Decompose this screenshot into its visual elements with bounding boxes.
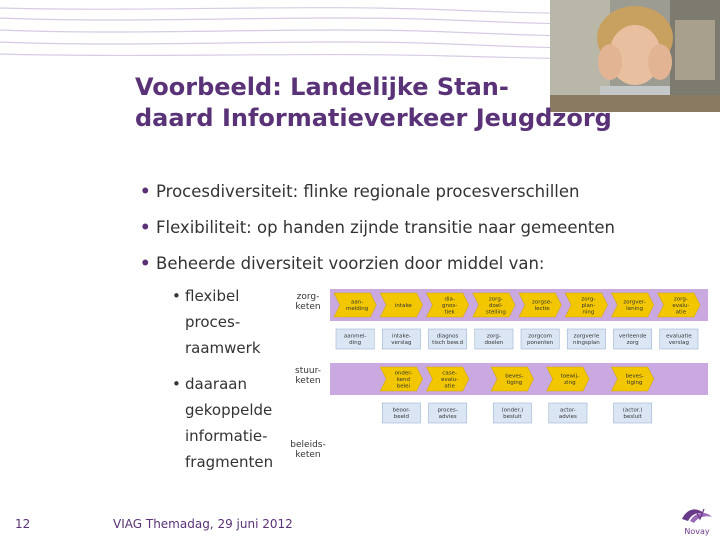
bullet-icon: • (172, 375, 181, 393)
info-fragment-label: zorg-doelen (484, 333, 504, 347)
info-fragment-label: proces-advies (437, 407, 458, 421)
footer-event-text: VIAG Themadag, 29 juni 2012 (113, 517, 293, 531)
sub-bullet-line: daaraan (185, 375, 247, 393)
info-fragment-label: verleende zorg (618, 333, 647, 347)
bullet-item: • Beheerde diversiteit voorzien door middel van: (140, 254, 700, 290)
info-fragment-label: zorgverle ningsplan (573, 333, 600, 347)
process-step-label: zorgse-lectie (532, 299, 553, 313)
lane-label: beleids-keten (290, 440, 326, 461)
logo-text: Novay (684, 527, 710, 536)
process-step-label: dia-gnos-tiek (442, 296, 458, 316)
sub-bullet-list (172, 283, 282, 475)
sub-bullet-line: informatie- (185, 427, 268, 445)
sub-bullet-line: gekoppelde (185, 401, 273, 419)
process-step-label: toewij-zing (560, 373, 580, 387)
process-step-label: intake (394, 302, 412, 309)
info-fragment-label: zorgcom ponenten (527, 333, 554, 347)
slide-title-line-1: Voorbeeld: Landelijke Stan- (135, 73, 509, 101)
sub-bullet-item (172, 283, 282, 361)
novay-logo-icon (676, 505, 718, 537)
process-step-label: zorg-plan-ning (581, 296, 596, 316)
sub-bullet-line: raamwerk (185, 339, 261, 357)
bullet-item: • Flexibiliteit: op handen zijnde transitie naar gemeenten (140, 218, 700, 254)
process-framework-diagram (284, 283, 710, 473)
bullet-item: • Procesdiversiteit: flinke regionale procesverschillen (140, 182, 700, 218)
info-fragment-label: (onder.) besluit (501, 407, 524, 421)
page-number: 12 (15, 517, 31, 531)
process-step-label: onder-kend belei (394, 370, 413, 390)
process-step-label: zorg-evalu-atie (672, 296, 690, 316)
sub-bullet-item (172, 371, 282, 475)
sub-bullet-line: flexibel (185, 287, 240, 305)
info-fragment-label: aanmel-ding (343, 333, 367, 347)
slide-title (135, 72, 615, 134)
sub-bullet-line: fragmenten (185, 453, 274, 471)
lane-label: stuur-keten (295, 366, 321, 387)
bullet-list (140, 182, 700, 290)
slide-title-line-2: daard Informatieverkeer Jeugdzorg (135, 104, 612, 133)
info-fragment-label: beoor-beeld (392, 407, 411, 421)
bullet-icon: • (172, 287, 181, 305)
process-step-label: beves-tiging (625, 373, 644, 387)
info-fragment-label: actor-advies (558, 407, 577, 421)
process-step-label: case-evalu-atie (441, 370, 459, 390)
process-step-label: beves-tiging (505, 373, 524, 387)
info-fragment-label: (actor.) besluit (622, 407, 643, 421)
process-step-label: zorgver-lening (623, 299, 646, 313)
info-fragment-label: evaluatie verslag (666, 333, 692, 347)
sub-bullet-line: proces- (185, 313, 241, 331)
lane-label: zorg-keten (295, 292, 321, 313)
info-fragment-label: intake-verslag (391, 333, 412, 347)
info-fragment-label: diagnos tisch bew.d (432, 333, 464, 347)
process-step-label: zorg-doel-stelling (485, 296, 506, 316)
process-step-label: aan-melding (345, 299, 369, 313)
